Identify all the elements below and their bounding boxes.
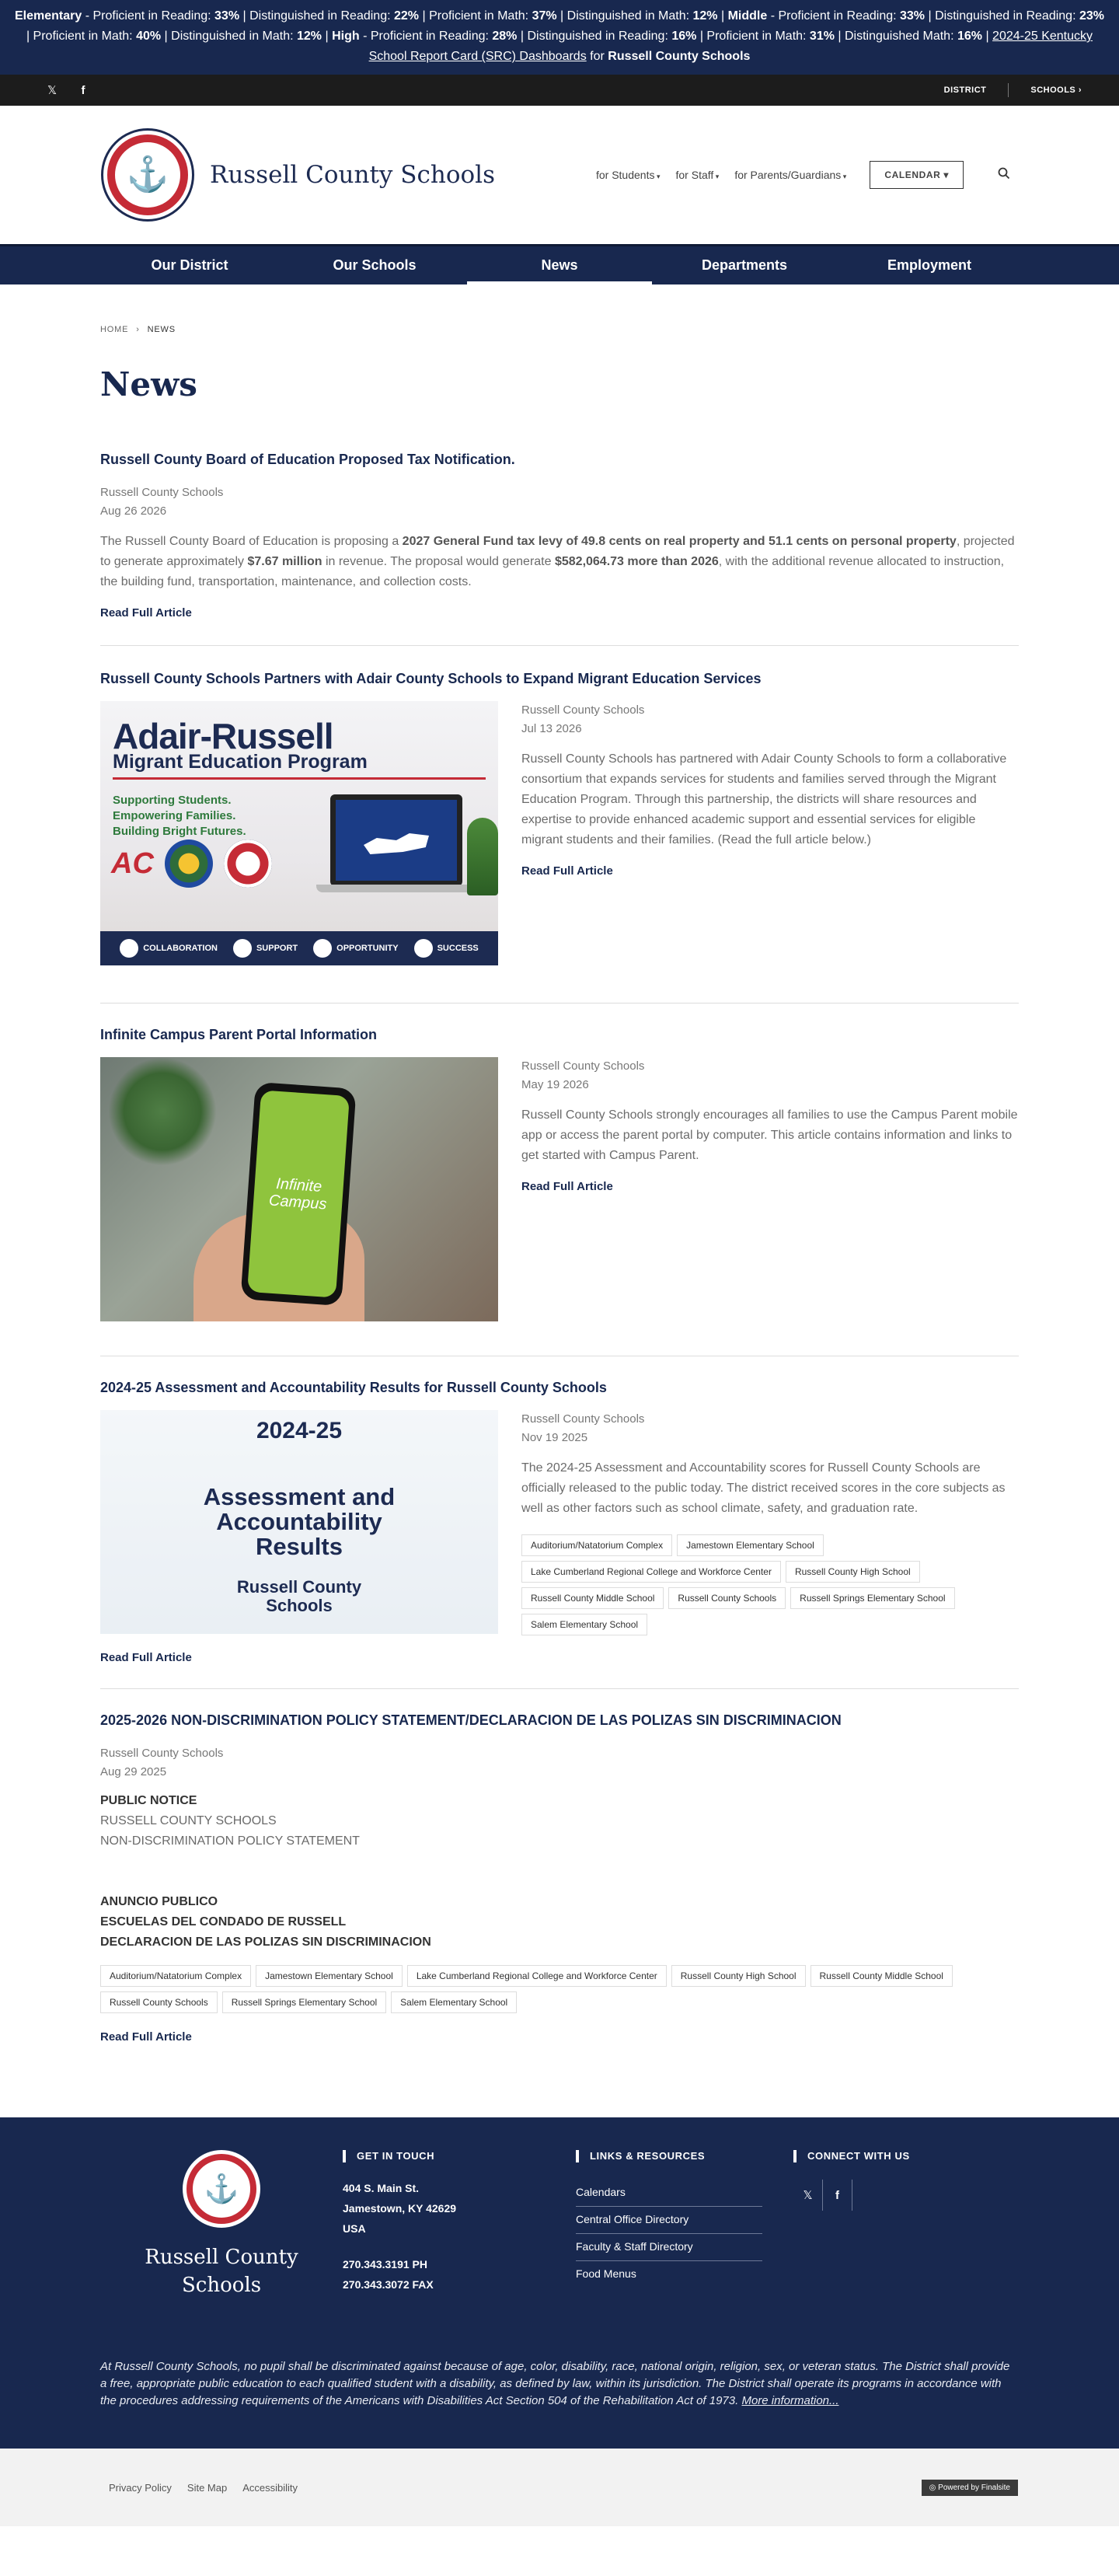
tag[interactable]: Russell Springs Elementary School	[790, 1587, 954, 1609]
alert-text: | Distinguished in Math:	[556, 9, 693, 23]
alert-value: 31%	[809, 30, 835, 43]
alert-level-elementary: Elementary	[15, 9, 82, 23]
article-date: Nov 19 2025	[521, 1431, 588, 1444]
article-meta	[521, 1057, 1019, 1094]
site-header	[0, 106, 1119, 244]
alert-text: - Proficient in Reading:	[359, 30, 493, 43]
finalsite-icon: ◎	[929, 2483, 939, 2492]
article-summary: Russell County Schools has partnered with Adair County Schools to form a collaborative consortium that expands services for students and families served through the Migrant Education Program. Through this partnership, the districts will share resources and expertise to provide enhanced academic support and essential services for eligible migrant students and their families. (Read the full article below.)	[521, 752, 1007, 846]
phone-link[interactable]: 270.343.3191 PH	[343, 2258, 427, 2271]
image-footer-bar	[100, 931, 498, 965]
read-full-article-link[interactable]: Read Full Article	[521, 864, 613, 878]
article-date: May 19 2026	[521, 1078, 589, 1091]
support-label: SUPPORT	[233, 939, 298, 958]
article-body	[521, 1057, 1019, 1321]
alert-value: 22%	[393, 9, 420, 23]
footer-link-staff-directory[interactable]: Faculty & Staff Directory	[576, 2240, 693, 2253]
alert-text: | Distinguished Math:	[834, 30, 957, 43]
footer-connect-heading: CONNECT WITH US	[793, 2150, 910, 2162]
footer-phones	[343, 2254, 576, 2295]
alert-value: 28%	[492, 30, 518, 43]
tag[interactable]: Lake Cumberland Regional College and Workforce Center	[521, 1561, 781, 1583]
article-title[interactable]: 2024-25 Assessment and Accountability Results for Russell County Schools	[100, 1380, 607, 1395]
article-meta	[100, 1744, 1019, 1782]
alert-text: | Distinguished in Reading:	[925, 9, 1079, 23]
footer-contact	[343, 2150, 576, 2299]
article-tags	[100, 1965, 1019, 2013]
alert-text: | Distinguished in Reading:	[517, 30, 672, 43]
alert-text: - Proficient in Reading:	[82, 9, 215, 23]
image-rule	[113, 777, 486, 780]
news-article	[100, 1380, 1019, 1689]
x-twitter-icon[interactable]: 𝕏	[793, 2180, 823, 2211]
alert-value: 37%	[532, 9, 557, 23]
article-summary: The 2024-25 Assessment and Accountability scores for Russell County Schools are officially released to the public today. The district received scores in the core subjects as well as other factors such as school climate, safety, and graduation rate.	[521, 1461, 1006, 1515]
anchor-icon: ⚓	[204, 2173, 239, 2204]
infinite-campus-logo: Infinite Campus	[247, 1090, 350, 1297]
header-nav	[596, 161, 1010, 189]
utility-bar	[0, 75, 1119, 106]
footer-address: 404 S. Main St. Jamestown, KY 42629 USA	[343, 2182, 457, 2235]
phone-illustration	[240, 1082, 356, 1306]
article-summary: PUBLIC NOTICE RUSSELL COUNTY SCHOOLS NON-DISCRIMINATION POLICY STATEMENT ANUNCIO PUBLICO ESCUELAS DEL CONDADO DE RUSSELL DECLARACION DE LAS POLIZAS SIN DISCRIMINACION	[100, 1794, 431, 1949]
alert-text: | Proficient in Math:	[419, 9, 532, 23]
tag[interactable]: Salem Elementary School	[391, 1991, 517, 2013]
alert-value: 16%	[671, 30, 697, 43]
tag[interactable]: Jamestown Elementary School	[256, 1965, 403, 1987]
breadcrumb-current: NEWS	[147, 325, 176, 334]
tag[interactable]: Russell County Schools	[100, 1991, 218, 2013]
alert-value: 12%	[297, 30, 322, 43]
news-article	[100, 452, 1019, 646]
article-meta	[521, 1410, 1019, 1447]
footer-link-central-office[interactable]: Central Office Directory	[576, 2213, 689, 2225]
tag[interactable]: Jamestown Elementary School	[677, 1534, 824, 1556]
image-subtitle: Russell County Schools	[236, 1577, 362, 1615]
nav-for-parents[interactable]: for Parents/Guardians ▾	[734, 169, 846, 181]
fax-number: 270.343.3072 FAX	[343, 2278, 434, 2291]
adair-county-logo: AC	[111, 846, 154, 880]
mainnav-our-schools[interactable]: Our Schools	[333, 257, 417, 273]
main-content	[100, 284, 1019, 2044]
privacy-policy-link[interactable]: Privacy Policy	[109, 2481, 172, 2494]
article-date: Aug 29 2025	[100, 1765, 167, 1778]
article-date: Aug 26 2026	[100, 504, 167, 518]
nav-for-students[interactable]: for Students ▾	[596, 169, 661, 181]
plant-illustration	[467, 818, 498, 895]
alert-value: 40%	[136, 30, 162, 43]
breadcrumb	[100, 325, 1019, 334]
article-source: Russell County Schools	[521, 1412, 645, 1426]
alert-level-middle: Middle	[727, 9, 768, 23]
alert-text: | Distinguished in Math:	[161, 30, 297, 43]
calendar-button[interactable]: CALENDAR ▾	[870, 161, 964, 189]
read-full-article-link[interactable]: Read Full Article	[100, 2030, 192, 2044]
alert-value: 16%	[957, 30, 982, 43]
russell-seal-logo	[224, 839, 272, 888]
footer-link-food-menus[interactable]: Food Menus	[576, 2267, 636, 2280]
laptop-base	[316, 885, 479, 892]
alert-value: 23%	[1079, 9, 1104, 23]
alert-value: 33%	[214, 9, 240, 23]
tag[interactable]: Russell County High School	[671, 1965, 806, 1987]
article-body	[521, 1410, 1019, 1635]
article-title[interactable]: Infinite Campus Parent Portal Information	[100, 1027, 378, 1042]
article-meta	[100, 483, 1019, 521]
footer-link-calendars[interactable]: Calendars	[576, 2186, 626, 2198]
alert-level-high: High	[332, 30, 360, 43]
article-body	[521, 701, 1019, 965]
district-link[interactable]: DISTRICT	[943, 86, 987, 95]
article-source: Russell County Schools	[521, 1059, 645, 1073]
article-meta	[521, 701, 1019, 738]
kentucky-map-icon	[364, 831, 429, 854]
brand-name: Russell County Schools	[210, 161, 496, 189]
x-twitter-icon[interactable]: 𝕏	[47, 84, 58, 97]
footer-brand	[100, 2150, 343, 2299]
utility-links	[944, 83, 1082, 97]
footer-links-heading: LINKS & RESOURCES	[576, 2150, 793, 2162]
page-title: News	[100, 365, 197, 403]
alert-text: |	[717, 9, 728, 23]
main-nav	[0, 244, 1119, 284]
image-heading: Adair-Russell	[113, 716, 333, 756]
success-label: SUCCESS	[414, 939, 479, 958]
image-logos	[111, 839, 272, 888]
news-article	[100, 1027, 1019, 1356]
alert-banner	[0, 0, 1119, 75]
brand-home-link[interactable]	[101, 128, 495, 222]
mainnav-employment[interactable]: Employment	[887, 257, 972, 273]
src-dashboard-link[interactable]: 2024-25 Kentucky School Report Card (SRC) Dashboards	[368, 30, 1093, 63]
mainnav-news[interactable]: News	[467, 246, 652, 284]
read-full-article-link[interactable]: Read Full Article	[521, 1180, 613, 1193]
alert-text: |	[982, 30, 993, 43]
alert-value: 33%	[900, 9, 926, 23]
alert-text: |	[322, 30, 333, 43]
laptop-illustration	[330, 794, 462, 886]
tag[interactable]: Russell County High School	[786, 1561, 920, 1583]
news-article	[100, 671, 1019, 1004]
alert-value: 12%	[692, 9, 718, 23]
footer-disclaimer: At Russell County Schools, no pupil shall be discriminated against because of age, color, disability, race, national origin, religion, sex, or veteran status. The District shall provide a free, appropriate public education to each qualified student with a disability, as defined by law, within its jurisdiction. The District shall operate its programs in accordance with the procedures addressing requirements of the Americans with Disabilities Act Section 504 of the Rehabilitation Act of 1973. More information...	[100, 2360, 1010, 2407]
alert-school-name: Russell County Schools	[608, 50, 751, 63]
article-image[interactable]	[100, 701, 498, 965]
read-full-article-link[interactable]: Read Full Article	[100, 606, 192, 620]
footer-links	[576, 2150, 793, 2299]
article-tags	[521, 1534, 1019, 1635]
chevron-right-icon: ›	[136, 325, 140, 334]
alert-text: | Proficient in Math:	[26, 30, 137, 43]
nav-for-staff[interactable]: for Staff ▾	[676, 169, 720, 181]
plant-illustration	[108, 1057, 217, 1166]
tag[interactable]: Russell County Middle School	[521, 1587, 664, 1609]
article-date: Jul 13 2026	[521, 722, 582, 735]
bottom-bar	[0, 2449, 1119, 2526]
article-source: Russell County Schools	[100, 1747, 224, 1760]
article-source: Russell County Schools	[521, 703, 645, 717]
powered-by-finalsite-badge[interactable]: ◎ Powered by Finalsite	[922, 2480, 1018, 2496]
mainnav-our-district[interactable]: Our District	[151, 257, 228, 273]
opportunity-label: OPPORTUNITY	[313, 939, 398, 958]
image-taglines: Supporting Students. Empowering Families. Building Bright Futures.	[113, 794, 246, 838]
facebook-icon[interactable]: f	[823, 2180, 852, 2211]
alert-text: - Proficient in Reading:	[767, 9, 900, 23]
tag[interactable]: Salem Elementary School	[521, 1614, 647, 1635]
article-summary: Russell County Schools strongly encourages all families to use the Campus Parent mobile app or access the parent portal by computer. This article contains information and links to get started with Campus Parent.	[521, 1108, 1018, 1162]
mainnav-departments[interactable]: Departments	[701, 257, 788, 273]
footer-seal-logo	[183, 2150, 260, 2228]
footer-contact-heading: GET IN TOUCH	[343, 2150, 576, 2162]
footer-social	[793, 2150, 910, 2299]
accessibility-link[interactable]: Accessibility	[242, 2481, 298, 2494]
alert-text: | Proficient in Math:	[696, 30, 810, 43]
article-title[interactable]: 2025-2026 NON-DISCRIMINATION POLICY STATEMENT/DECLARACION DE LAS POLIZAS SIN DISCRIMINACION	[100, 1712, 842, 1728]
alert-text: | Distinguished in Reading:	[239, 9, 394, 23]
read-full-article-link[interactable]: Read Full Article	[100, 1651, 192, 1664]
schools-dropdown[interactable]: SCHOOLS ›	[1030, 86, 1082, 95]
news-article	[100, 1712, 1019, 2044]
article-summary: The Russell County Board of Education is proposing a 2027 General Fund tax levy of 49.8 cents on real property and 51.1 cents on personal property, projected to generate approximately $7.67 million in revenue. The proposal would generate $582,064.73 more than 2026, with the additional revenue allocated to instruction, the building fund, transportation, maintenance, and collection costs.	[100, 535, 1015, 588]
tag[interactable]: Auditorium/Natatorium Complex	[100, 1965, 251, 1987]
breadcrumb-home[interactable]: HOME	[100, 325, 129, 334]
article-source: Russell County Schools	[100, 486, 224, 499]
article-title[interactable]: Russell County Board of Education Proposed Tax Notification.	[100, 452, 515, 467]
site-footer	[0, 2117, 1119, 2449]
tag[interactable]: Russell Springs Elementary School	[222, 1991, 386, 2013]
tag[interactable]: Lake Cumberland Regional College and Workforce Center	[407, 1965, 667, 1987]
site-map-link[interactable]: Site Map	[186, 2481, 228, 2494]
district-seal-logo	[101, 128, 194, 222]
article-image[interactable]	[100, 1410, 498, 1634]
search-icon[interactable]	[998, 167, 1010, 183]
tag[interactable]: Russell County Schools	[668, 1587, 786, 1609]
tag[interactable]: Russell County Middle School	[810, 1965, 953, 1987]
image-subheading: Migrant Education Program	[113, 751, 368, 773]
divider	[1008, 83, 1009, 97]
image-year: 2024-25	[256, 1418, 343, 1443]
more-information-link[interactable]: More information...	[741, 2394, 839, 2407]
footer-brand-name: Russell County Schools	[145, 2246, 298, 2297]
facebook-icon[interactable]: f	[81, 83, 85, 97]
state-seal-logo	[165, 839, 213, 888]
image-title: Assessment and Accountability Results	[203, 1483, 396, 1560]
article-image[interactable]	[100, 1057, 498, 1321]
tag[interactable]: Auditorium/Natatorium Complex	[521, 1534, 672, 1556]
anchor-icon: ⚓	[126, 155, 169, 194]
alert-text: for	[586, 50, 608, 63]
article-title[interactable]: Russell County Schools Partners with Adair County Schools to Expand Migrant Education Services	[100, 671, 762, 686]
collaboration-label: COLLABORATION	[120, 939, 218, 958]
utility-social	[45, 83, 90, 97]
